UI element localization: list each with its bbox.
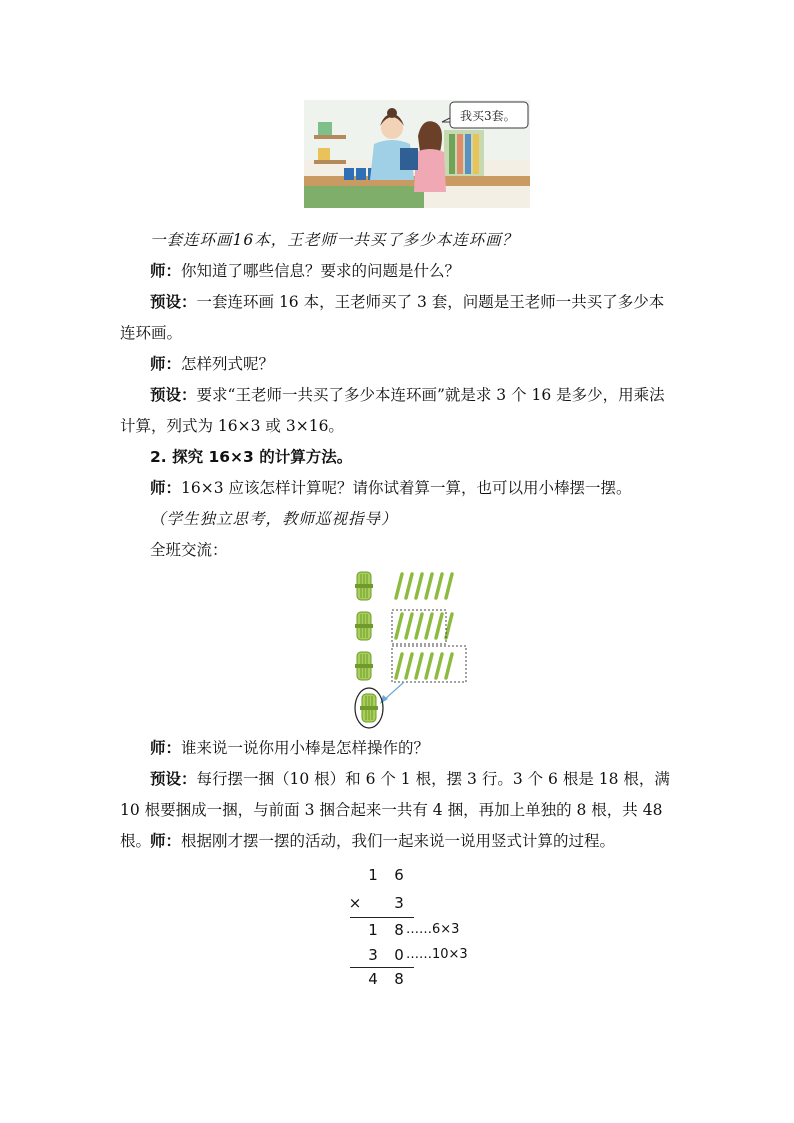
digit: 1 (368, 866, 378, 884)
single-sticks-row-1 (396, 574, 452, 598)
dialog-teacher-1 (120, 256, 676, 287)
dialog-preset-1 (120, 287, 676, 349)
dialog-text: 你知道了哪些信息？要求的问题是什么？ (181, 262, 461, 280)
bookstore-illustration (304, 100, 530, 208)
single-sticks-row-2 (396, 614, 452, 638)
dialog-text: 16×3 应该怎样计算呢？请你试着算一算，也可以用小棒摆一摆。 (181, 479, 632, 497)
dialog-preset-2 (120, 380, 676, 442)
speaker-label: 师： (150, 832, 182, 850)
dialog-teacher-2 (120, 349, 676, 380)
dialog-text: 一套连环画 16 本，王老师买了 3 套，问题是王老师一共买了多少本连环画。 (120, 293, 665, 342)
problem-statement: 一套连环画16本，王老师一共买了多少本连环画？ (150, 231, 519, 249)
bundle-icon (355, 572, 373, 600)
class-discussion-label: 全班交流： (150, 541, 228, 559)
multiply-sign: × (348, 894, 362, 912)
single-sticks-row-3 (396, 654, 452, 678)
speaker-label: 师： (150, 479, 182, 497)
digit: 3 (368, 946, 378, 964)
digit: 4 (368, 970, 378, 988)
dialog-teacher-5 (120, 826, 676, 857)
speaker-label: 师： (150, 262, 182, 280)
arrow-line (384, 682, 404, 700)
dialog-text: 谁来说一说你用小棒是怎样操作的？ (181, 739, 430, 757)
speaker-label: 师： (150, 739, 182, 757)
section-heading-2: 2. 探究 16×3 的计算方法。 (150, 448, 353, 466)
speaker-label: 师： (150, 355, 182, 373)
dialog-text: 根据刚才摆一摆的活动，我们一起来说一说用竖式计算的过程。 (181, 832, 616, 850)
teaching-note: （学生独立思考，教师巡视指导） (150, 510, 398, 528)
digit: 1 (368, 921, 378, 939)
partial-note: ……10×3 (406, 947, 468, 962)
digit: 6 (394, 866, 404, 884)
digit: 3 (394, 894, 404, 912)
sticks-diagram (352, 568, 474, 734)
speaker-label: 预设： (150, 293, 197, 311)
vertical-multiplication (340, 862, 500, 992)
bundle-icon (355, 652, 373, 680)
digit: 8 (394, 970, 404, 988)
dialog-text: 每行摆一捆（10 根）和 6 个 1 根，摆 3 行。3 个 6 根是 18 根，满 10 根要捆成一捆，与前面 3 捆合起来一共有 4 捆，再加上单独的 8 根，共 48 根。 (120, 770, 670, 850)
dialog-teacher-4 (120, 733, 676, 764)
bundle-icon (355, 612, 373, 640)
dialog-text: 要求“王老师一共买了多少本连环画”就是求 3 个 16 是多少，用乘法计算，列式为 16×3 或 3×16。 (120, 386, 665, 435)
partial-note: ……6×3 (406, 922, 460, 937)
speaker-label: 预设： (150, 386, 197, 404)
dialog-teacher-3 (120, 473, 676, 504)
speech-bubble-text: 我买3套。 (460, 109, 516, 123)
bundle-icon (360, 694, 378, 722)
digit: 8 (394, 921, 404, 939)
speaker-label: 预设： (150, 770, 197, 788)
digit: 0 (394, 946, 404, 964)
dialog-text: 怎样列式呢？ (181, 355, 275, 373)
